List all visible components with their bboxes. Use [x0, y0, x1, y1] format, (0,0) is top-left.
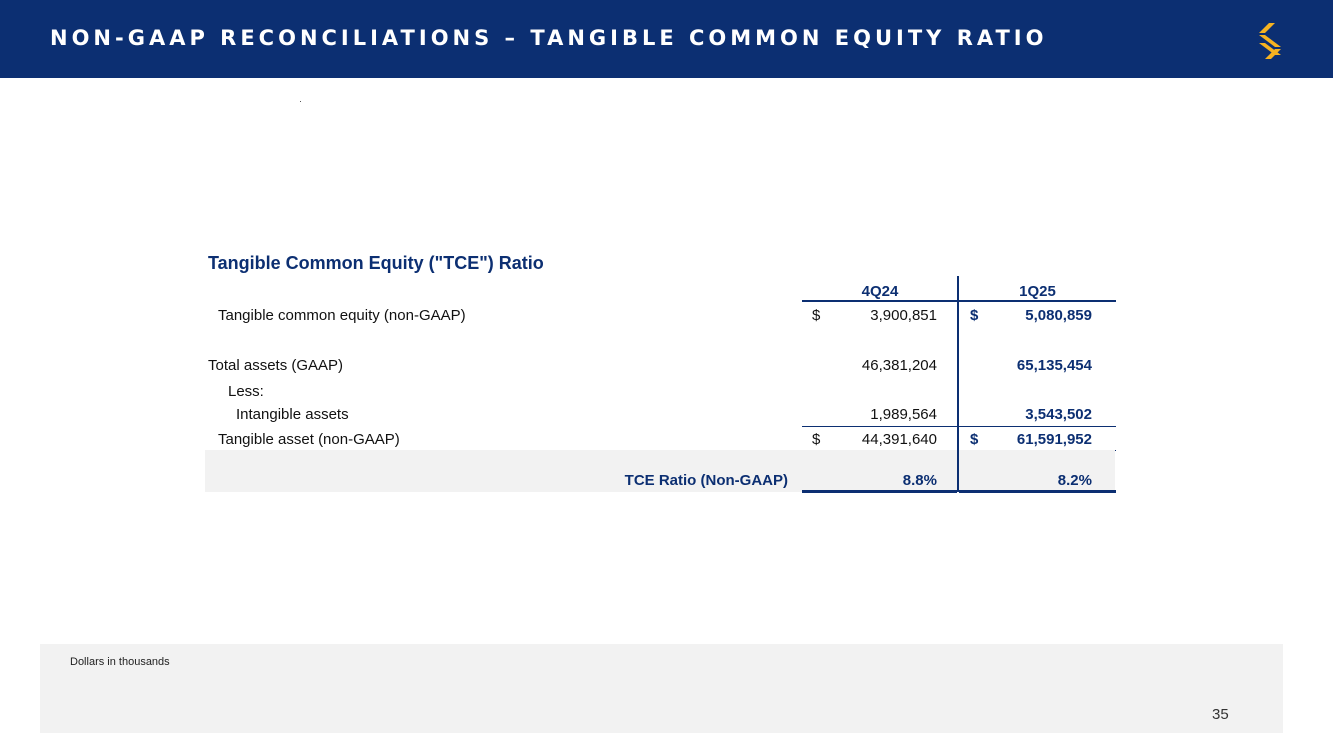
- value-1q25: 61,591,952: [1016, 431, 1092, 448]
- column-header-rule: [959, 300, 1116, 302]
- ratio-value-1q25: 8.2%: [1057, 472, 1092, 489]
- stray-mark: [300, 101, 301, 102]
- row-label-intangible-assets: Intangible assets: [236, 406, 349, 423]
- row-label-total-assets: Total assets (GAAP): [208, 357, 344, 374]
- value-4q24: 46,381,204: [861, 357, 937, 374]
- currency-symbol: $: [812, 307, 821, 324]
- subtotal-rule: [802, 426, 1116, 427]
- value-1q25: 5,080,859: [1025, 307, 1092, 324]
- value-1q25: 3,543,502: [1025, 406, 1092, 423]
- footer-panel: [40, 644, 1283, 733]
- column-header-1q25: 1Q25: [1019, 283, 1056, 300]
- row-label-tangible-common-equity: Tangible common equity (non-GAAP): [218, 307, 466, 324]
- table-title: Tangible Common Equity ("TCE") Ratio: [208, 253, 544, 273]
- currency-symbol: $: [970, 307, 979, 324]
- column-divider: [957, 450, 959, 492]
- footnote: Dollars in thousands: [70, 656, 170, 668]
- value-4q24: 3,900,851: [870, 307, 937, 324]
- column-header-rule: [802, 300, 957, 302]
- ratio-value-4q24: 8.8%: [902, 472, 937, 489]
- column-header-4q24: 4Q24: [861, 283, 899, 300]
- currency-symbol: $: [812, 431, 821, 448]
- value-4q24: 1,989,564: [870, 406, 937, 423]
- ratio-label: TCE Ratio (Non-GAAP): [624, 472, 788, 489]
- page-title: NON-GAAP RECONCILIATIONS – TANGIBLE COMMON EQUITY RATIO: [50, 26, 1048, 50]
- ratio-underline: [802, 490, 957, 493]
- currency-symbol: $: [970, 431, 979, 448]
- row-label-less: Less:: [228, 383, 264, 400]
- value-1q25: 65,135,454: [1016, 357, 1092, 374]
- header-bar: [0, 0, 1333, 78]
- ratio-underline: [959, 490, 1116, 493]
- synovus-s-logo-icon: [1255, 22, 1287, 60]
- value-4q24: 44,391,640: [861, 431, 937, 448]
- page-number: 35: [1212, 706, 1229, 723]
- row-label-tangible-asset: Tangible asset (non-GAAP): [218, 431, 400, 448]
